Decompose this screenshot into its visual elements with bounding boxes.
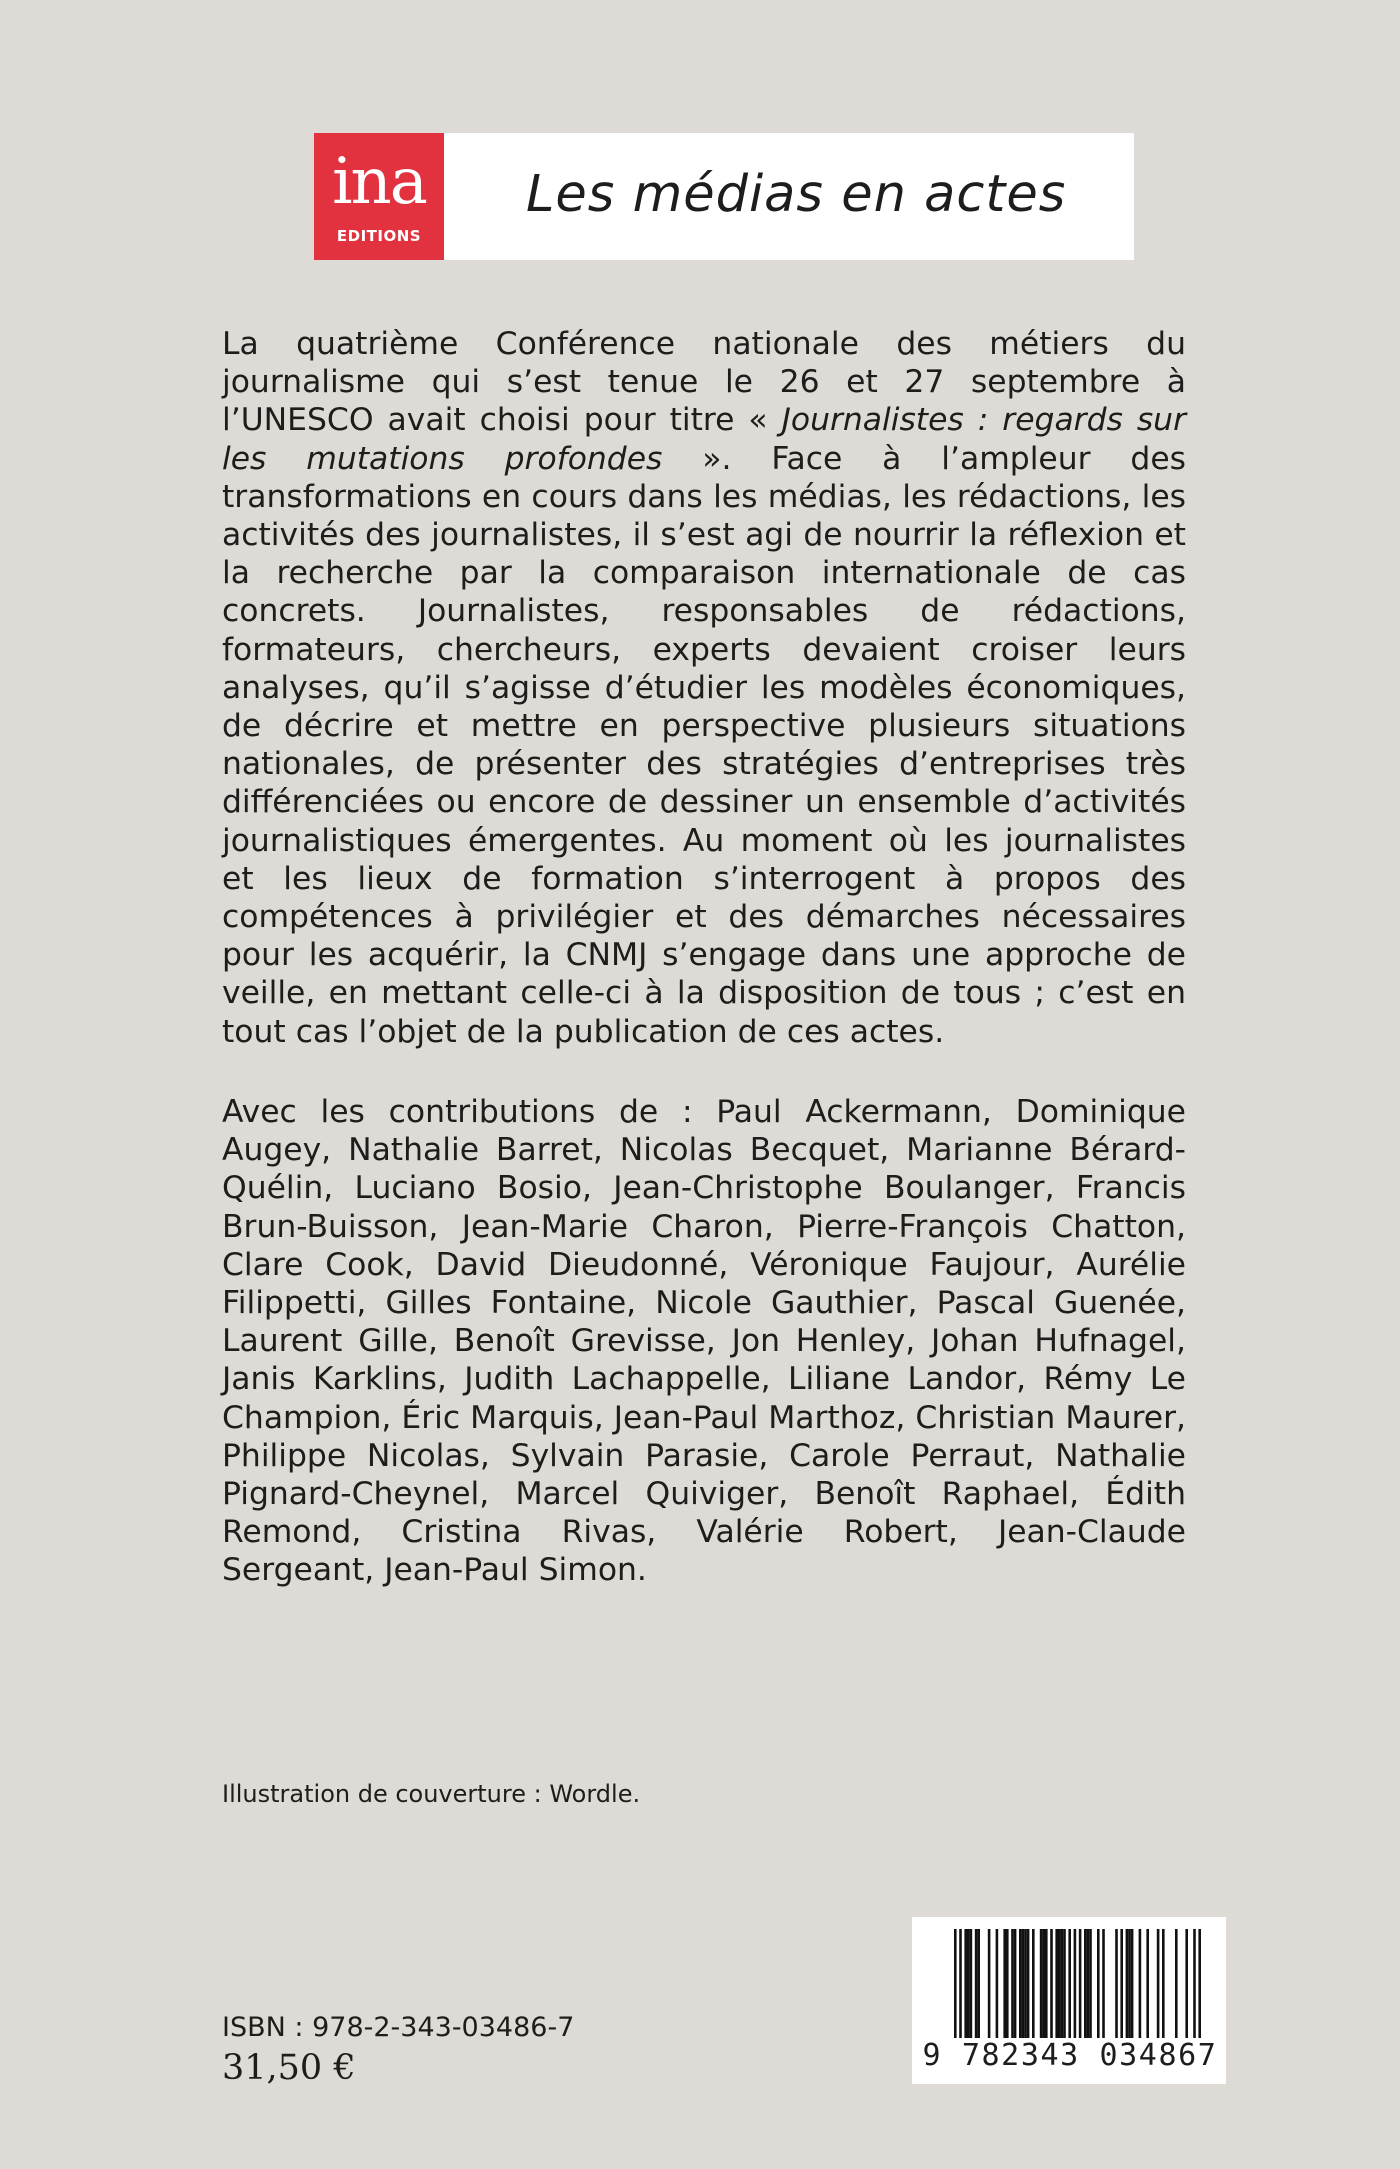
barcode-bar: [1019, 1929, 1022, 2041]
barcode-bar: [1097, 1929, 1100, 2041]
summary-paragraph: [222, 325, 1186, 1051]
barcode-bar: [1027, 1929, 1030, 2041]
barcode-bar: [1120, 1929, 1123, 2041]
barcode-bar: [1063, 1929, 1066, 2041]
barcode-bar: [1162, 1929, 1165, 2041]
conference-title: Journalistes : regards sur les mutations profondes: [222, 402, 1186, 477]
barcode-bar: [1014, 1929, 1017, 2041]
barcode-bar: [1115, 1929, 1118, 2041]
isbn-label: ISBN : 978-2-343-03486-7: [222, 2012, 575, 2043]
barcode-bar: [1011, 1929, 1014, 2041]
barcode-bar: [1003, 1929, 1006, 2041]
contributors-paragraph: Avec les contributions de : Paul Ackermann, Dominique Augey, Nathalie Barret, Nicolas Becquet, Marianne Bérard-Quélin, Luciano Bosio, Jean-Christophe Boulanger, Francis Brun-Buisson, Jean-Marie Charon, Pierre-François Chatton, Clare Cook, David Dieudonné, Véronique Faujour, Aurélie Filippetti, Gilles Fontaine, Nicole Gauthier, Pascal Guenée, Laurent Gille, Benoît Grevisse, Jon Henley, Johan Hufnagel, Janis Karklins, Judith Lachappelle, Liliane Landor, Rémy Le Champion, Éric Marquis, Jean-Paul Marthoz, Christian Maurer, Philippe Nicolas, Sylvain Parasie, Carole Perraut, Nathalie Pignard-Cheynel, Marcel Quiviger, Benoît Raphael, Édith Remond, Cristina Rivas, Valérie Robert, Jean-Claude Sergeant, Jean-Paul Simon.: [222, 1094, 1186, 1589]
barcode-bar: [1055, 1929, 1058, 2041]
barcode-bar: [1102, 1929, 1105, 2041]
cover-illustration-credit: Illustration de couverture : Wordle.: [222, 1780, 641, 1808]
barcode-bar: [1045, 1929, 1048, 2041]
barcode-bar: [1157, 1929, 1160, 2041]
barcode-bar: [1006, 1929, 1009, 2041]
barcode-bar: [1084, 1929, 1087, 2041]
logo-subtext: EDITIONS: [336, 227, 422, 245]
price-label: 31,50 €: [222, 2048, 356, 2088]
barcode-bar: [1087, 1929, 1090, 2041]
barcode-bar: [1058, 1929, 1061, 2041]
barcode: [912, 1917, 1226, 2084]
barcode-bar: [1126, 1929, 1129, 2041]
barcode-bar: [975, 1929, 978, 2041]
barcode-bar: [1061, 1929, 1064, 2041]
barcode-digits: 9 782343 034867: [922, 2038, 1218, 2073]
barcode-bar: [977, 1929, 980, 2041]
barcode-bar: [1024, 1929, 1027, 2041]
summary-text-start: La quatrième Conférence nationale des métiers du journalisme qui s’est tenue le 26 et 27 septembre à l’UNESCO avait choisi pour titre «: [222, 326, 1186, 439]
barcode-bar: [1022, 1929, 1025, 2041]
barcode-bar: [1175, 1929, 1178, 2041]
barcode-bar: [1185, 1929, 1188, 2041]
barcode-bar: [1131, 1929, 1134, 2041]
barcode-bar: [988, 1929, 991, 2041]
barcode-bar: [1050, 1929, 1053, 2041]
barcode-bar: [1139, 1929, 1142, 2041]
barcode-bar: [964, 1929, 967, 2041]
barcode-bar: [1040, 1929, 1043, 2041]
barcode-bar: [1089, 1929, 1092, 2041]
barcode-bar: [970, 1929, 973, 2041]
barcode-bar: [1032, 1929, 1035, 2041]
ina-editions-logo: [314, 133, 444, 260]
barcode-bar: [1146, 1929, 1149, 2041]
series-title: Les médias en actes: [526, 165, 1067, 224]
logo-wordmark: ina: [332, 145, 426, 219]
summary-text-end: ». Face à l’ampleur des transformations en cours dans les médias, les rédactions, les activités des journalistes, il s’est agi de nourrir la réflexion et la recherche par la comparaison internationale de cas concrets. Journalistes, responsables de rédactions, formateurs, chercheurs, experts devaient croiser leurs analyses, qu’il s’agisse d’étudier les modèles économiques, de décrire et mettre en perspective plusieurs situations nationales, de présenter des stratégies d’entreprises très différenciées ou encore de dessiner un ensemble d’activités journalistiques émergentes. Au moment où les journalistes et les lieux de formation s’interrogent à propos des compétences à privilégier et des démarches nécessaires pour les acquérir, la CNMJ s’engage dans une approche de veille, en mettant celle-ci à la disposition de tous ; c’est en tout cas l’objet de la publication de ces actes.: [222, 440, 1186, 1050]
barcode-bar: [967, 1929, 970, 2041]
barcode-bar: [996, 1929, 999, 2041]
barcode-bar: [1128, 1929, 1131, 2041]
barcode-bar: [1042, 1929, 1045, 2041]
barcode-bar: [1068, 1929, 1071, 2041]
